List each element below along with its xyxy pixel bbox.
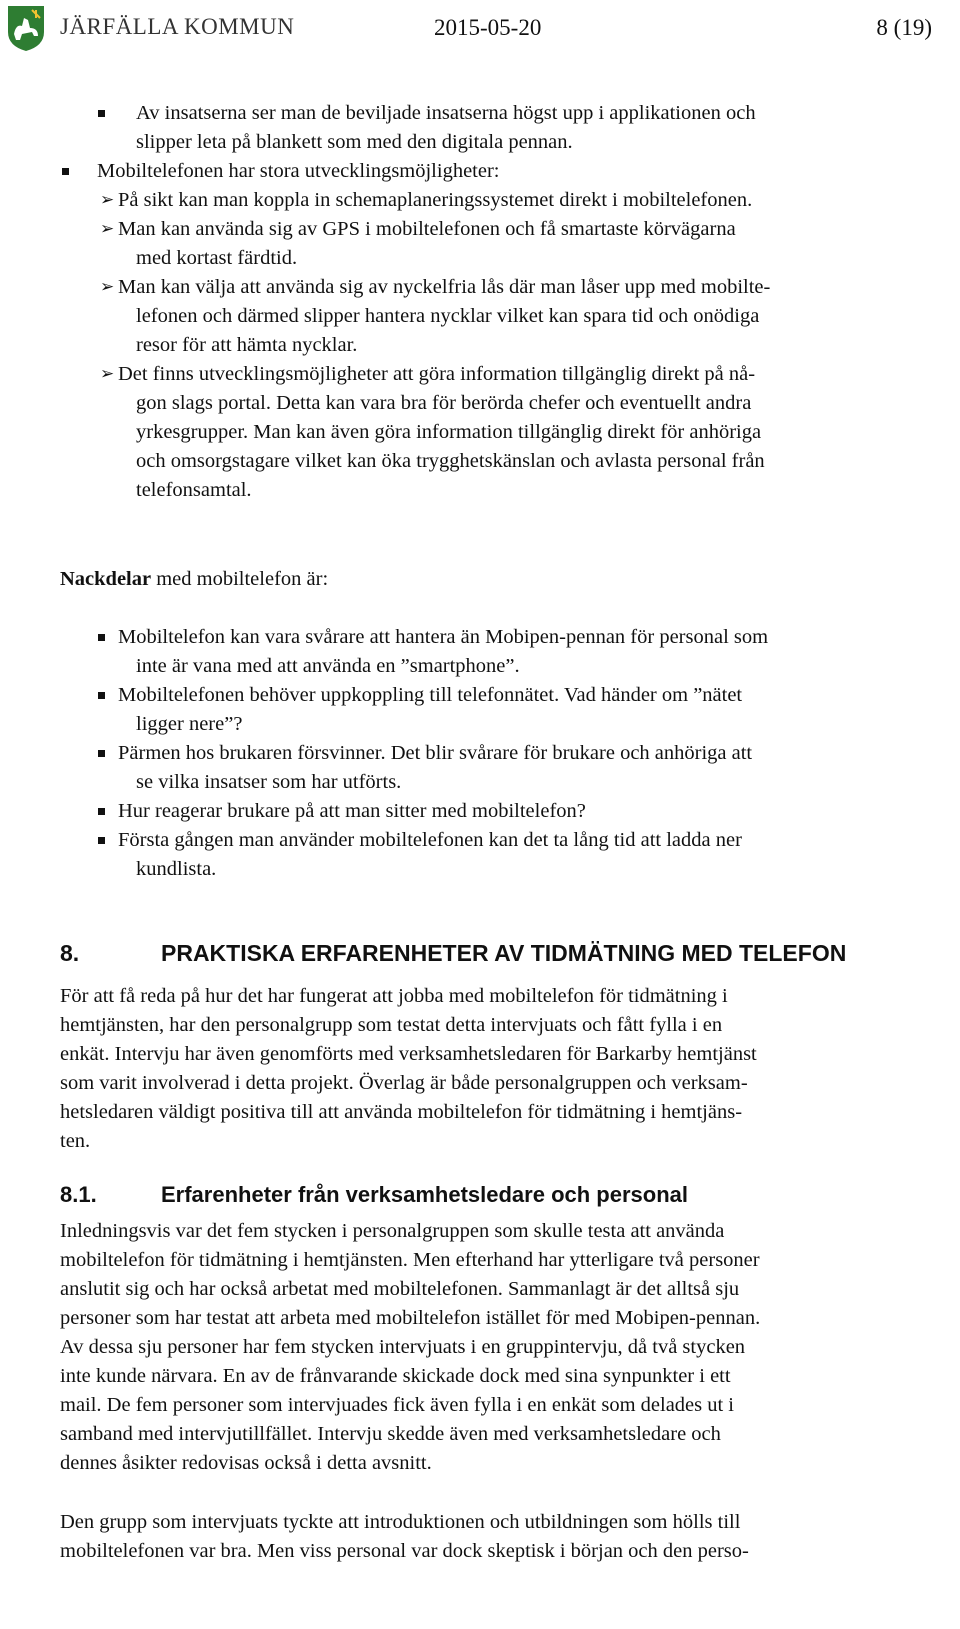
list-item-line: Pärmen hos brukaren försvinner. Det blir svårare för brukare och anhöriga att [118,742,753,764]
sub-item-line: yrkesgrupper. Man kan även göra information tillgänglig direkt för anhöriga [136,421,762,443]
sub-item-line: resor för att hämta nycklar. [136,334,358,356]
sub-item-line: och omsorgstagare vilket kan öka trygghetskänslan och avlasta personal från [136,450,765,472]
bullet-square-icon [98,837,105,844]
paragraph-line: anslutit sig och har också arbetat med mobiltelefonen. Sammanlagt är det alltså sju [60,1278,740,1300]
sub-item-line: gon slags portal. Detta kan vara bra för berörda chefer och eventuellt andra [136,392,752,414]
arrow-bullet-icon: ➢ [100,219,115,239]
list-item-line: Mobiltelefon kan vara svårare att hantera än Mobipen-pennan för personal som [118,626,769,648]
subsection-number: 8.1. [60,1182,97,1207]
list-item-line: kundlista. [136,858,217,880]
paragraph-line: samband med intervjutillfället. Intervju skedde även med verksamhetsledare och [60,1423,721,1445]
sub-item-line: Man kan välja att använda sig av nyckelfria lås där man låser upp med mobilte- [118,276,771,298]
paragraph-line: För att få reda på hur det har fungerat att jobba med mobiltelefon för tidmätning i [60,985,728,1007]
paragraph-line: mobiltelefonen var bra. Men viss personal var dock skeptisk i början och den perso- [60,1540,749,1562]
paragraph-line: Inledningsvis var det fem stycken i personalgruppen som skulle testa att använda [60,1220,725,1242]
nackdelar-intro: Nackdelar med mobiltelefon är: [60,568,329,590]
paragraph-line: hetsledaren väldigt positiva till att använda mobiltelefon för tidmätning i hemtjäns- [60,1101,743,1123]
sub-item-line: telefonsamtal. [136,479,252,501]
page-number: 8 (19) [876,15,932,40]
paragraph-line: enkät. Intervju har även genomförts med verksamhetsledaren för Barkarby hemtjänst [60,1043,757,1065]
arrow-bullet-icon: ➢ [100,277,115,297]
list-item-line: Mobiltelefonen behöver uppkoppling till telefonnätet. Vad händer om ”nätet [118,684,743,706]
list-item-line: slipper leta på blankett som med den digitala pennan. [136,131,573,153]
bullet-square-icon [62,168,69,175]
document-date: 2015-05-20 [434,15,542,40]
list-item-line: Mobiltelefonen har stora utvecklingsmöjligheter: [97,160,500,182]
section-heading: PRAKTISKA ERFARENHETER AV TIDMÄTNING MED TELEFON [161,940,847,966]
bullet-square-icon [98,692,105,699]
sub-item-line: På sikt kan man koppla in schemaplaneringssystemet direkt i mobiltelefonen. [118,189,753,211]
sub-item-line: Det finns utvecklingsmöjligheter att göra information tillgänglig direkt på nå- [118,363,756,385]
bullet-square-icon [98,634,105,641]
paragraph-line: dennes åsikter redovisas också i detta avsnitt. [60,1452,432,1474]
sub-item-line: lefonen och därmed slipper hantera nycklar vilket kan spara tid och onödiga [136,305,760,327]
page-header [0,0,960,56]
arrow-bullet-icon: ➢ [100,364,115,384]
paragraph-line: ten. [60,1130,91,1152]
coat-of-arms-icon [6,4,46,52]
subsection-heading: Erfarenheter från verksamhetsledare och personal [161,1182,689,1207]
paragraph-line: personer som har testat att arbeta med mobiltelefon istället för med Mobipen-pennan. [60,1307,761,1329]
list-item-line: se vilka insatser som har utförts. [136,771,402,793]
paragraph-line: inte kunde närvara. En av de frånvarande skickade dock med sina synpunkter i ett [60,1365,731,1387]
paragraph-line: hemtjänsten, har den personalgrupp som testat detta intervjuats och fått fylla i en [60,1014,723,1036]
paragraph-line: mail. De fem personer som intervjuades fick även fylla i en enkät som delades ut i [60,1394,735,1416]
bullet-square-icon [98,110,105,117]
list-item-line: inte är vana med att använda en ”smartphone”. [136,655,520,677]
arrow-bullet-icon: ➢ [100,190,115,210]
list-item-line: Hur reagerar brukare på att man sitter med mobiltelefon? [118,800,586,822]
brand-name: JÄRFÄLLA KOMMUN [60,14,295,39]
list-item-line: Första gången man använder mobiltelefonen kan det ta lång tid att ladda ner [118,829,742,851]
paragraph-line: Av dessa sju personer har fem stycken intervjuats i en gruppintervju, då två stycken [60,1336,746,1358]
list-item-line: Av insatserna ser man de beviljade insatserna högst upp i applikationen och [136,102,756,124]
list-item-line: ligger nere”? [136,713,243,735]
paragraph-line: Den grupp som intervjuats tyckte att introduktionen och utbildningen som hölls till [60,1511,741,1533]
sub-item-line: Man kan använda sig av GPS i mobiltelefonen och få smartaste körvägarna [118,218,736,240]
bullet-square-icon [98,750,105,757]
bullet-square-icon [98,808,105,815]
section-number: 8. [60,940,80,966]
sub-item-line: med kortast färdtid. [136,247,298,269]
paragraph-line: som varit involverad i detta projekt. Överlag är både personalgruppen och verksam- [60,1072,748,1094]
paragraph-line: mobiltelefon för tidmätning i hemtjänsten. Men efterhand har ytterligare två personer [60,1249,760,1271]
